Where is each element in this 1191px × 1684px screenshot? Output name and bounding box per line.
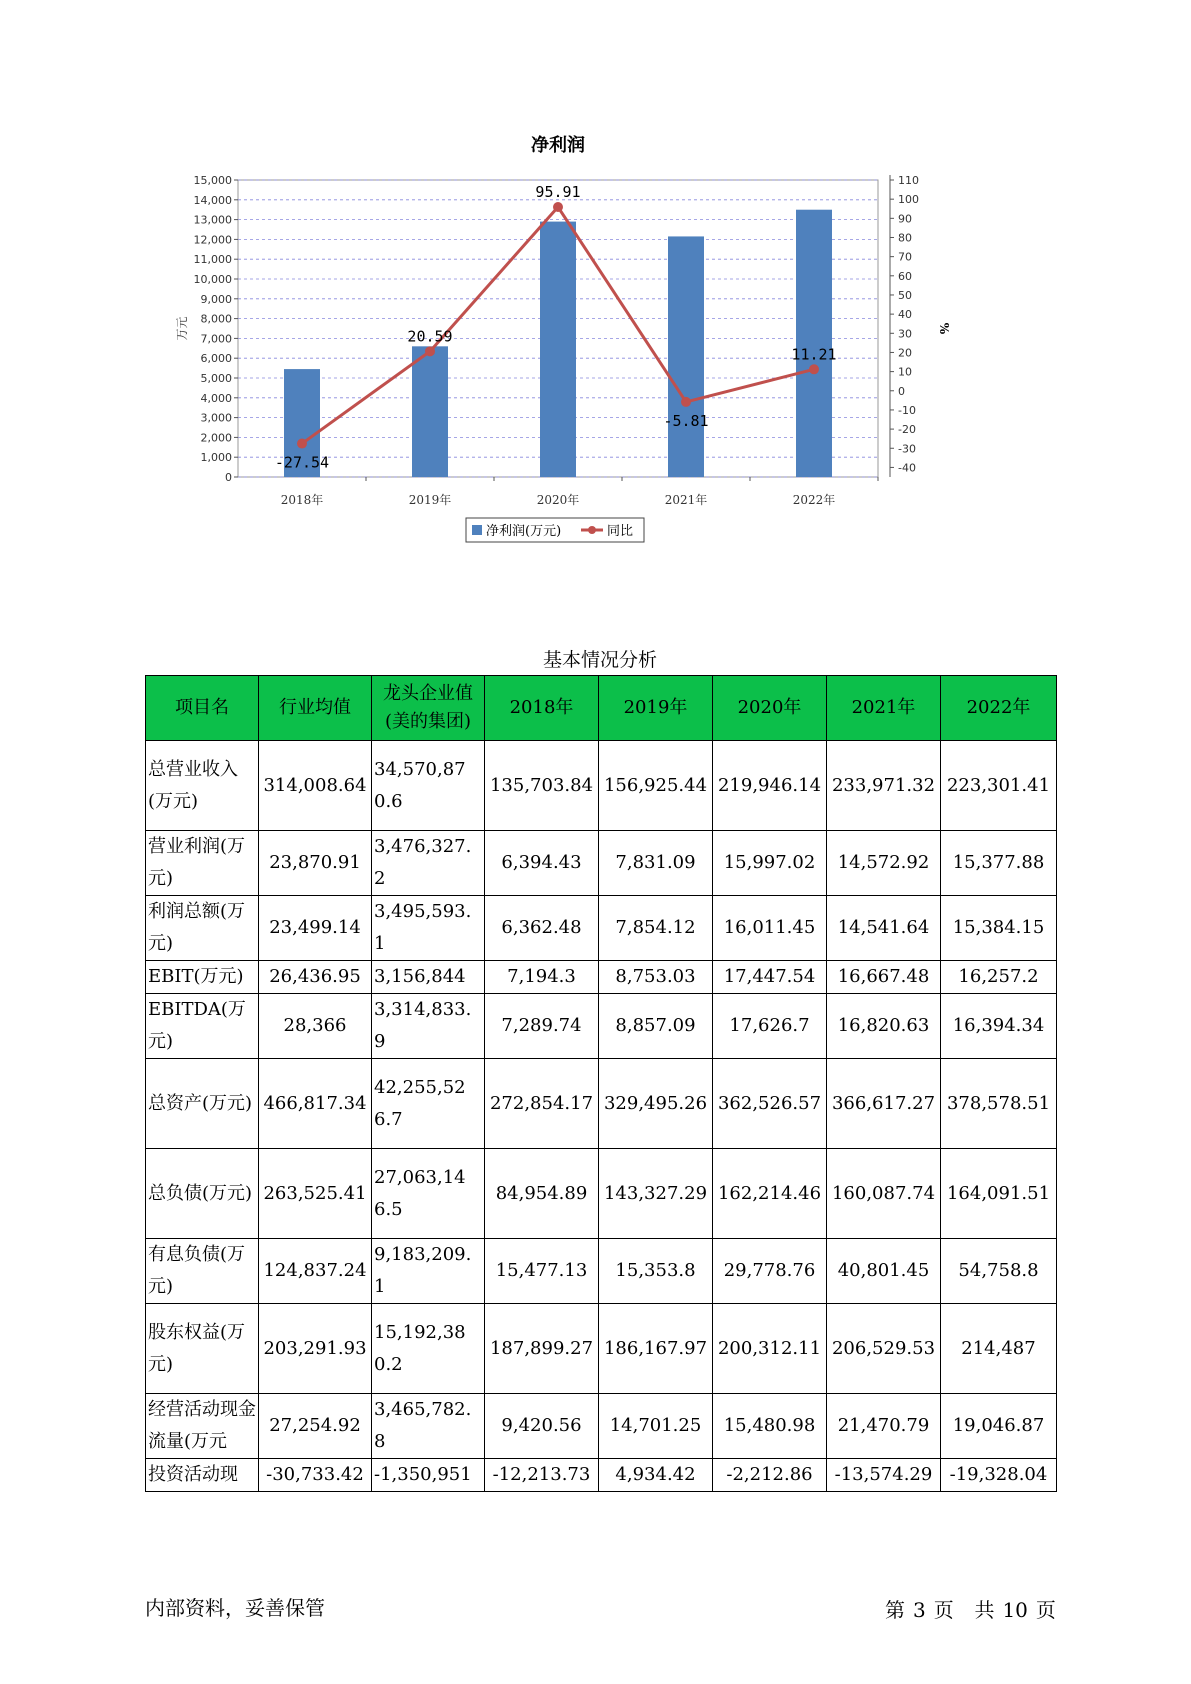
x-tick-label: 2018年: [280, 493, 324, 507]
yoy-point: [809, 364, 819, 374]
table-cell: 263,525.41: [259, 1149, 372, 1239]
left-tick-label: 7,000: [200, 332, 232, 346]
right-tick-label: 70: [898, 250, 912, 264]
table-cell: 203,291.93: [259, 1304, 372, 1394]
table-header-cell: 2019年: [599, 676, 713, 741]
table-row: [146, 1059, 1057, 1149]
table-cell: -12,213.73: [485, 1459, 599, 1492]
table-cell: 8,753.03: [599, 961, 713, 994]
table-cell: -2,212.86: [713, 1459, 827, 1492]
x-tick-label: 2019年: [408, 493, 452, 507]
x-tick-label: 2022年: [792, 493, 836, 507]
chart-svg: [170, 130, 1010, 600]
right-tick-label: -20: [898, 423, 916, 437]
legend-line-marker: [588, 526, 596, 534]
table-cell: 223,301.41: [941, 741, 1057, 831]
table-cell: 7,289.74: [485, 994, 599, 1059]
table-cell: 219,946.14: [713, 741, 827, 831]
table-cell: 15,353.8: [599, 1239, 713, 1304]
table-cell: 6,362.48: [485, 896, 599, 961]
bar: [796, 210, 832, 477]
table-cell: 124,837.24: [259, 1239, 372, 1304]
left-tick-label: 12,000: [193, 233, 232, 247]
table-cell: 29,778.76: [713, 1239, 827, 1304]
left-tick-label: 10,000: [193, 273, 232, 286]
table-cell: 23,499.14: [259, 896, 372, 961]
table-row: [146, 1304, 1057, 1394]
table-row: [146, 1394, 1057, 1459]
table-row: [146, 1459, 1057, 1492]
table-cell: 7,831.09: [599, 831, 713, 896]
table-cell: -19,328.04: [941, 1459, 1057, 1492]
right-tick-label: 80: [898, 231, 912, 245]
row-label: EBITDA(万元): [146, 994, 259, 1059]
right-tick-label: 90: [898, 212, 912, 226]
row-label: 总资产(万元): [146, 1059, 259, 1149]
left-tick-label: 1,000: [200, 451, 232, 465]
table-cell: 3,495,593.1: [372, 896, 485, 961]
table-cell: 206,529.53: [827, 1304, 941, 1394]
left-tick-label: 11,000: [193, 253, 232, 267]
table-cell: 15,480.98: [713, 1394, 827, 1459]
table-row: [146, 1149, 1057, 1239]
right-tick-label: 30: [898, 327, 912, 341]
table-cell: 40,801.45: [827, 1239, 941, 1304]
table-cell: -13,574.29: [827, 1459, 941, 1492]
yoy-data-label: 95.91: [535, 182, 581, 201]
table-cell: 3,476,327.2: [372, 831, 485, 896]
left-tick-label: 13,000: [193, 213, 232, 227]
table-cell: 362,526.57: [713, 1059, 827, 1149]
right-tick-label: 0: [898, 384, 905, 398]
page-current: 3: [913, 1598, 926, 1622]
chart-title: 净利润: [531, 135, 585, 156]
table-cell: 84,954.89: [485, 1149, 599, 1239]
page-mid: 页: [933, 1598, 954, 1622]
footer-page-number: [885, 1594, 1064, 1623]
right-tick-label: 20: [898, 346, 912, 360]
table-cell: 54,758.8: [941, 1239, 1057, 1304]
table-cell: 7,194.3: [485, 961, 599, 994]
right-tick-label: 100: [898, 193, 919, 207]
table-cell: 3,314,833.9: [372, 994, 485, 1059]
table-cell: 15,997.02: [713, 831, 827, 896]
table-cell: 466,817.34: [259, 1059, 372, 1149]
left-tick-label: 15,000: [193, 174, 232, 187]
table-row: [146, 1239, 1057, 1304]
legend-line-label: 同比: [607, 524, 634, 539]
table-cell: 186,167.97: [599, 1304, 713, 1394]
table-cell: 143,327.29: [599, 1149, 713, 1239]
table-cell: 14,701.25: [599, 1394, 713, 1459]
table-cell: 21,470.79: [827, 1394, 941, 1459]
table-cell: 23,870.91: [259, 831, 372, 896]
page-suffix: 页: [1035, 1598, 1056, 1622]
row-label: 经营活动现金流量(万元: [146, 1394, 259, 1459]
table-cell: 16,667.48: [827, 961, 941, 994]
table-header-cell: 项目名: [146, 676, 259, 741]
right-tick-label: -30: [898, 442, 916, 456]
table-cell: -1,350,951: [372, 1459, 485, 1492]
table-cell: 3,465,782.8: [372, 1394, 485, 1459]
left-tick-label: 3,000: [200, 411, 232, 425]
table-cell: 9,183,209.1: [372, 1239, 485, 1304]
table-cell: 28,366: [259, 994, 372, 1059]
table-cell: 272,854.17: [485, 1059, 599, 1149]
table-cell: 9,420.56: [485, 1394, 599, 1459]
left-axis-label: 万元: [175, 316, 189, 341]
legend-bar-swatch: [472, 525, 482, 535]
table-cell: 27,063,146.5: [372, 1149, 485, 1239]
right-tick-label: 50: [898, 288, 912, 302]
basic-analysis-table: [145, 675, 1057, 1492]
table-cell: 15,477.13: [485, 1239, 599, 1304]
left-tick-label: 6,000: [200, 352, 232, 366]
left-tick-label: 4,000: [200, 391, 232, 405]
row-label: 利润总额(万元): [146, 896, 259, 961]
left-tick-label: 5,000: [200, 372, 232, 385]
table-cell: 162,214.46: [713, 1149, 827, 1239]
table-header-cell: 2020年: [713, 676, 827, 741]
table-cell: 15,192,380.2: [372, 1304, 485, 1394]
row-label: 有息负债(万元): [146, 1239, 259, 1304]
yoy-data-label: -27.54: [274, 453, 330, 472]
table-cell: 19,046.87: [941, 1394, 1057, 1459]
table-cell: 26,436.95: [259, 961, 372, 994]
row-label: 总负债(万元): [146, 1149, 259, 1239]
row-label: 投资活动现: [146, 1459, 259, 1492]
table-cell: 15,377.88: [941, 831, 1057, 896]
table-cell: 7,854.12: [599, 896, 713, 961]
legend-bar-label: 净利润(万元): [486, 524, 562, 539]
left-tick-label: 0: [225, 471, 232, 484]
table-cell: 34,570,870.6: [372, 741, 485, 831]
table-cell: 366,617.27: [827, 1059, 941, 1149]
left-tick-label: 14,000: [193, 193, 232, 207]
table-row: [146, 896, 1057, 961]
table-cell: 15,384.15: [941, 896, 1057, 961]
table-header-cell: 2021年: [827, 676, 941, 741]
table-cell: -30,733.42: [259, 1459, 372, 1492]
x-tick-label: 2020年: [536, 493, 580, 507]
table-row: [146, 741, 1057, 831]
table-body: [146, 741, 1057, 1492]
yoy-point: [297, 439, 307, 449]
table-cell: 27,254.92: [259, 1394, 372, 1459]
table-cell: 4,934.42: [599, 1459, 713, 1492]
yoy-point: [553, 202, 563, 212]
right-tick-label: 110: [898, 174, 919, 187]
yoy-data-label: 20.59: [407, 327, 453, 346]
table-cell: 378,578.51: [941, 1059, 1057, 1149]
right-tick-label: -40: [898, 461, 916, 475]
right-tick-label: 40: [898, 308, 912, 322]
yoy-point: [425, 346, 435, 356]
table-header-cell: 行业均值: [259, 676, 372, 741]
table-cell: 16,011.45: [713, 896, 827, 961]
table-cell: 3,156,844: [372, 961, 485, 994]
table-header-cell: 龙头企业值(美的集团): [372, 676, 485, 741]
yoy-data-label: 11.21: [791, 345, 837, 364]
yoy-point: [681, 397, 691, 407]
table-row: [146, 961, 1057, 994]
right-axis-label: %: [937, 322, 951, 335]
table-row: [146, 831, 1057, 896]
page-total: 10: [1002, 1598, 1028, 1622]
left-tick-label: 8,000: [200, 312, 232, 326]
table-cell: 160,087.74: [827, 1149, 941, 1239]
table-cell: 187,899.27: [485, 1304, 599, 1394]
net-profit-chart: [170, 130, 1010, 600]
table-cell: 16,394.34: [941, 994, 1057, 1059]
right-tick-label: 60: [898, 269, 912, 283]
table-cell: 233,971.32: [827, 741, 941, 831]
bar: [540, 222, 576, 477]
table-cell: 16,257.2: [941, 961, 1057, 994]
table-cell: 214,487: [941, 1304, 1057, 1394]
row-label: 总营业收入(万元): [146, 741, 259, 831]
row-label: 股东权益(万元): [146, 1304, 259, 1394]
table-cell: 6,394.43: [485, 831, 599, 896]
table-cell: 17,447.54: [713, 961, 827, 994]
table-header-cell: 2022年: [941, 676, 1057, 741]
row-label: 营业利润(万元): [146, 831, 259, 896]
bar: [412, 346, 448, 477]
table-cell: 8,857.09: [599, 994, 713, 1059]
page-total-prefix: 共: [974, 1598, 995, 1622]
x-tick-label: 2021年: [664, 493, 708, 507]
table-cell: 164,091.51: [941, 1149, 1057, 1239]
page-prefix: 第: [885, 1598, 905, 1622]
table-cell: 17,626.7: [713, 994, 827, 1059]
table-title: 基本情况分析: [542, 649, 657, 671]
bar: [668, 236, 704, 477]
table-cell: 200,312.11: [713, 1304, 827, 1394]
table-cell: 314,008.64: [259, 741, 372, 831]
table-cell: 329,495.26: [599, 1059, 713, 1149]
right-tick-label: -10: [898, 403, 916, 417]
table-header-cell: 2018年: [485, 676, 599, 741]
table-cell: 135,703.84: [485, 741, 599, 831]
table-cell: 14,541.64: [827, 896, 941, 961]
footer-confidential-note: 内部资料，妥善保管: [145, 1596, 325, 1620]
table-header-row: [146, 676, 1057, 741]
table-cell: 156,925.44: [599, 741, 713, 831]
left-tick-label: 9,000: [200, 292, 232, 306]
row-label: EBIT(万元): [146, 961, 259, 994]
yoy-data-label: -5.81: [663, 411, 709, 430]
table-cell: 42,255,526.7: [372, 1059, 485, 1149]
table-cell: 16,820.63: [827, 994, 941, 1059]
table-row: [146, 994, 1057, 1059]
right-tick-label: 10: [898, 365, 912, 379]
table-cell: 14,572.92: [827, 831, 941, 896]
left-tick-label: 2,000: [200, 431, 232, 445]
